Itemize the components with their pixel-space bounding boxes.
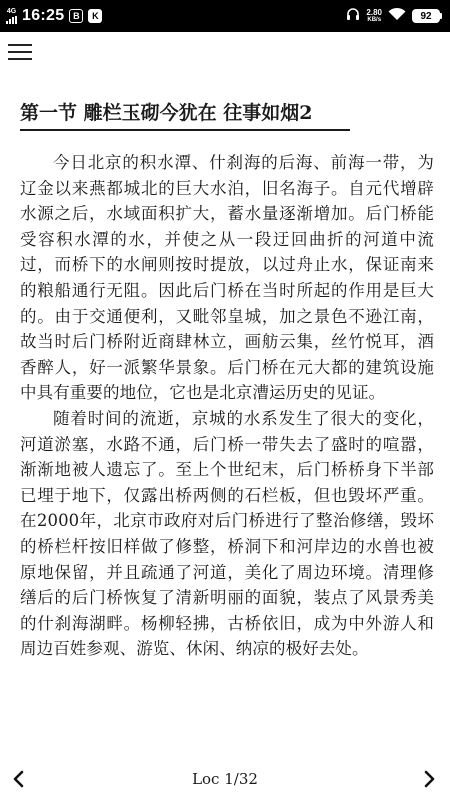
paragraph: 今日北京的积水潭、什刹海的后海、前海一带，为辽金以来燕都城北的巨大水泊，旧名海子。自元代增辟水源之后，水域面积扩大，蓄水量逐渐增加。后门桥能受容积水潭的水，并使之从一段迂回曲折的河道中流过，而桥下的水闸则按时提放，以过舟止水，保证南来的粮船通行无阻。因此后门桥在当时所起的作用是巨大的。由于交通便利，又毗邻皇城，加之景色不逊江南，故当时后门桥附近商肆林立，画舫云集，丝竹悦耳，酒香醉人，好一派繁华景象。后门桥在元大都的建筑设施中具有重要的地位，它也是北京漕运历史的见证。 [20,153,434,403]
network-type: 4G [6,8,17,15]
reading-content [20,150,434,662]
headphone-icon [346,7,360,26]
chevron-right-icon[interactable] [418,768,440,790]
battery-icon [412,9,442,23]
speed-value: 2.80 [366,7,382,17]
hamburger-menu-icon[interactable] [8,41,32,63]
notification-app-icon: B [69,9,83,23]
network-speed [366,9,382,24]
wifi-icon [388,7,406,26]
status-bar-left [6,0,102,32]
chapter-title: 第一节 雕栏玉砌今犹在 往事如烟2 [20,100,350,131]
paragraph: 随着时间的流逝，京城的水系发生了很大的变化，河道淤塞，水路不通，后门桥一带失去了盛时的喧嚣，渐渐地被人遗忘了。至上个世纪末，后门桥桥身下半部已埋于地下，仅露出桥两侧的石栏板，但也毁坏严重。在2000年，北京市政府对后门桥进行了整治修缮，毁坏的桥栏杆按旧样做了修整，桥洞下和河岸边的水兽也被原地保留，并且疏通了河道，美化了周边环境。清理修缮后的后门桥恢复了清新明丽的面貌，装点了风景秀美的什刹海湖畔。杨柳轻拂，古桥依旧，成为中外游人和周边百姓参观、游览、休闲、纳凉的极好去处。 [20,408,434,659]
battery-level: 92 [420,10,432,22]
clock: 16:25 [22,7,65,24]
status-bar-right [346,0,442,32]
location-indicator: Loc 1/32 [192,770,258,788]
speed-unit: KB/s [367,16,382,23]
reader-footer [0,764,450,794]
signal-icon [6,8,17,24]
status-bar [0,0,450,32]
notification-app-icon: K [88,9,102,23]
